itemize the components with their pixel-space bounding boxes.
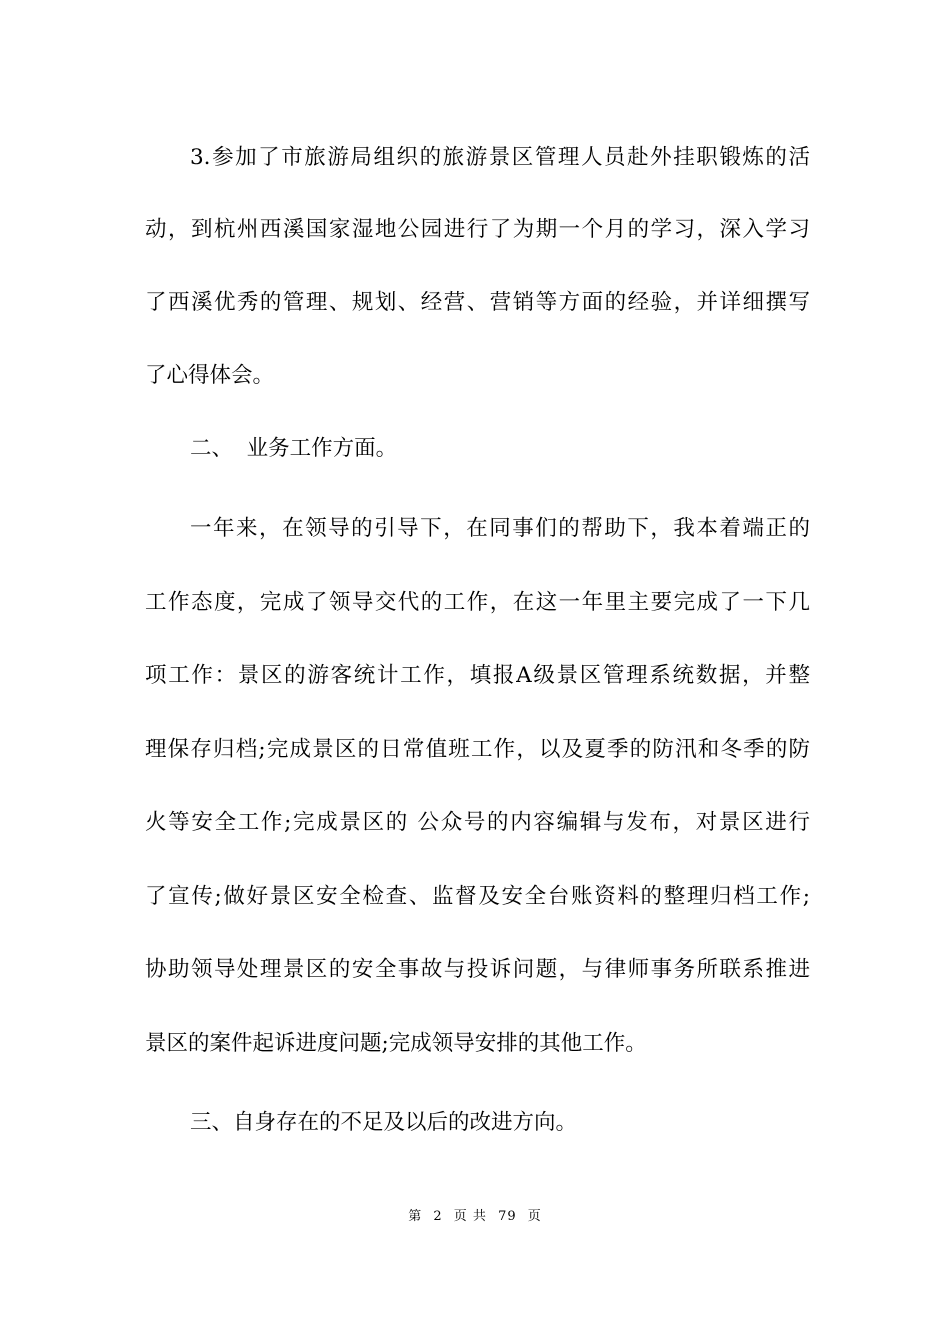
footer-prefix: 第: [408, 1209, 423, 1224]
paragraph2-line-5: 火等安全工作;完成景区的 公众号的内容编辑与发布，对景区进行: [145, 810, 810, 835]
paragraph1-line-3: 了西溪优秀的管理、规划、经营、营销等方面的经验，并详细撰写: [145, 290, 810, 315]
paragraph1-line-2: 动，到杭州西溪国家湿地公园进行了为期一个月的学习，深入学习: [145, 217, 810, 242]
paragraph2-line-6: 了宣传;做好景区安全检查、监督及安全台账资料的整理归档工作;: [145, 884, 810, 909]
paragraph1-line-1: 3.参加了市旅游局组织的旅游景区管理人员赴外挂职锻炼的活: [190, 145, 810, 170]
paragraph2-line-7: 协助领导处理景区的安全事故与投诉问题，与律师事务所联系推进: [145, 957, 810, 982]
paragraph2-line-8: 景区的案件起诉进度问题;完成领导安排的其他工作。: [145, 1031, 647, 1056]
paragraph2-line-2: 工作态度，完成了领导交代的工作，在这一年里主要完成了一下几: [145, 590, 810, 615]
paragraph1-line-4: 了心得体会。: [145, 363, 275, 388]
paragraph2-line-4: 理保存归档;完成景区的日常值班工作，以及夏季的防汛和冬季的防: [145, 737, 810, 762]
section-heading-3: 三、自身存在的不足及以后的改进方向。: [190, 1110, 578, 1135]
footer-page-number: 2: [433, 1209, 443, 1224]
footer-suffix: 页: [527, 1209, 542, 1224]
footer-middle: 页 共: [453, 1209, 487, 1224]
page-footer: [0, 1208, 950, 1226]
section-heading-2: 二、 业务工作方面。: [190, 436, 398, 461]
footer-total-pages: 79: [498, 1209, 517, 1224]
paragraph2-line-1: 一年来，在领导的引导下，在同事们的帮助下，我本着端正的: [190, 516, 810, 541]
paragraph2-line-3: 项工作：景区的游客统计工作，填报A级景区管理系统数据，并整: [145, 663, 810, 688]
